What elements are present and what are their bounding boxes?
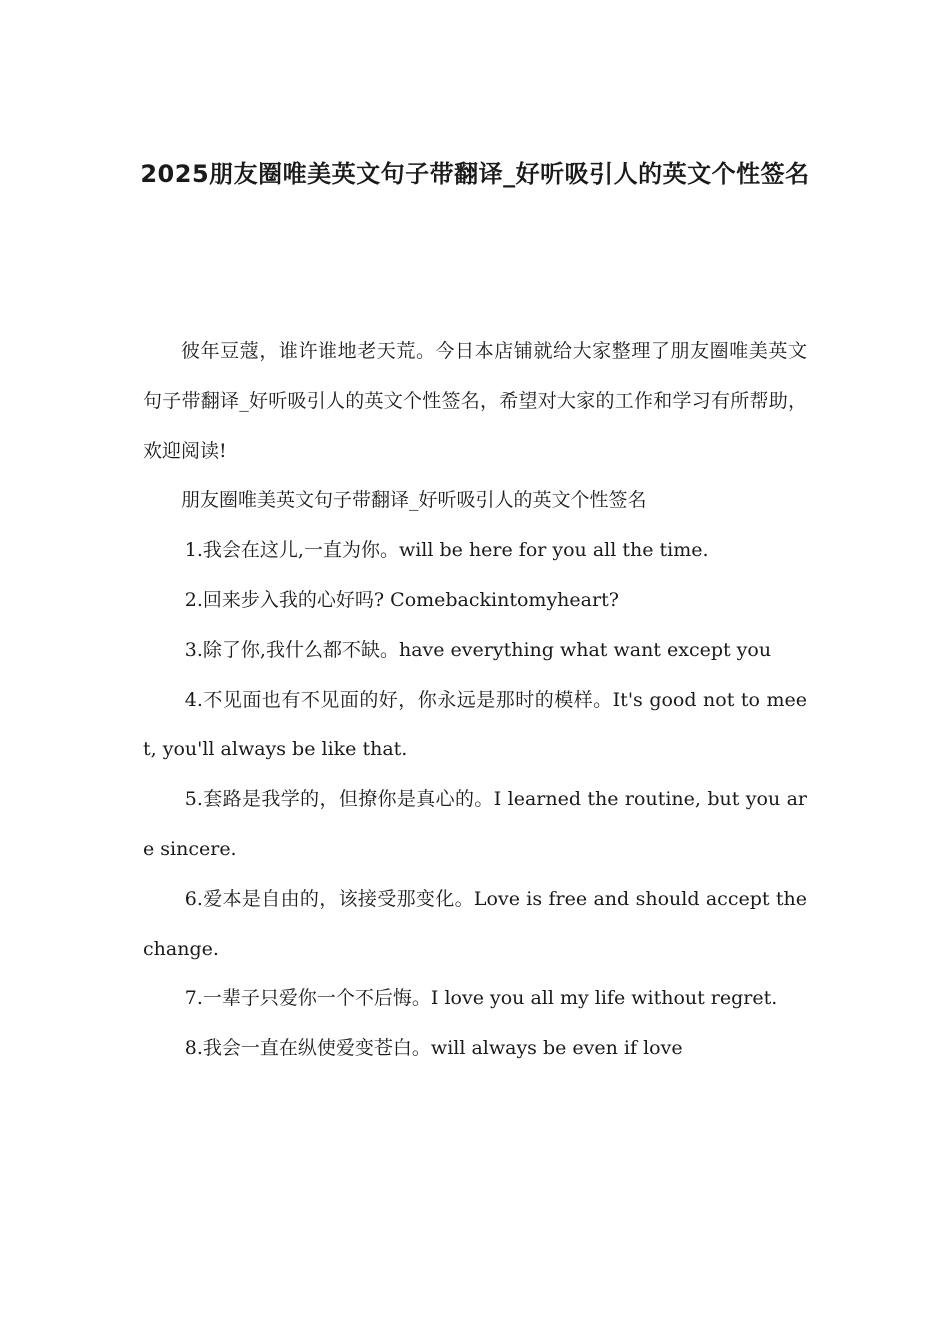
list-item: 5.套路是我学的，但撩你是真心的。I learned the routine, but you are sincere. — [143, 788, 807, 860]
list-item: 4.不见面也有不见面的好，你永远是那时的模样。It's good not to meet, you'll always be like that. — [143, 688, 807, 761]
section-subtitle: 朋友圈唯美英文句子带翻译_好听吸引人的英文个性签名 — [181, 489, 647, 512]
list-item: 7.一辈子只爱你一个不后悔。I love you all my life without regret. — [184, 987, 778, 1010]
document-title: 2025朋友圈唯美英文句子带翻译_好听吸引人的英文个性签名 — [140, 160, 810, 188]
list-item: 3.除了你,我什么都不缺。have everything what want except you — [184, 638, 772, 661]
list-item: 6.爱本是自由的，该接受那变化。Love is free and should accept the change. — [143, 887, 807, 960]
list-item: 2.回来步入我的心好吗? Comebackintomyheart? — [184, 588, 619, 611]
intro-paragraph: 彼年豆蔻，谁许谁地老天荒。今日本店铺就给大家整理了朋友圈唯美英文句子带翻译_好听吸引人的英文个性签名，希望对大家的工作和学习有所帮助，欢迎阅读! — [143, 340, 807, 462]
list-item: 1.我会在这儿,一直为你。will be here for you all the time. — [184, 539, 709, 562]
list-item: 8.我会一直在纵使爱变苍白。will always be even if love — [184, 1037, 683, 1060]
document-body — [143, 327, 807, 1074]
